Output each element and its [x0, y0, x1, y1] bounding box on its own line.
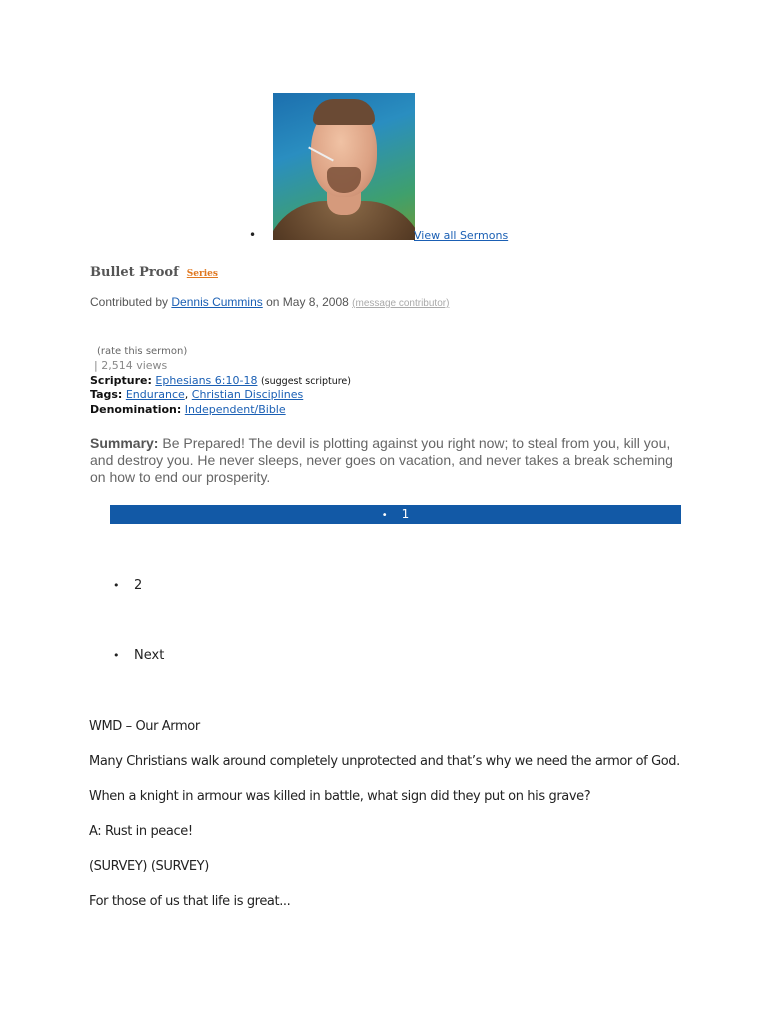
body-heading: WMD – Our Armor [89, 719, 200, 734]
contributor-line [90, 295, 449, 309]
body-paragraph: For those of us that life is great... [89, 894, 291, 909]
contributed-prefix: Contributed by [90, 295, 169, 309]
tag-link-endurance[interactable]: Endurance [125, 388, 185, 401]
view-count: | 2,514 views [94, 359, 168, 372]
rate-sermon-label[interactable]: (rate this sermon) [97, 346, 188, 357]
tag-link-christian-disciplines[interactable]: Christian Disciplines [191, 388, 304, 401]
tag-separator: , [184, 388, 189, 401]
sermon-title: Bullet Proof [90, 265, 179, 280]
photo-hair [313, 99, 375, 125]
view-all-sermons-link[interactable]: View all Sermons [414, 229, 509, 242]
post-date: on May 8, 2008 [266, 295, 349, 309]
body-paragraph: A: Rust in peace! [89, 824, 193, 839]
denomination-row [90, 403, 286, 416]
page-next-item[interactable] [113, 648, 164, 663]
page-2-item[interactable] [113, 578, 142, 593]
summary-text: Be Prepared! The devil is plotting against you right now; to steal from you, kill you, and destroy you. He never sleeps, never goes on vacation, and never takes a break scheming on how to end our prosperity. [90, 435, 673, 485]
next-page-link[interactable]: Next [134, 648, 165, 663]
summary-label: Summary: [90, 435, 159, 451]
sermon-title-row [90, 261, 218, 280]
pagination-current-bar[interactable] [110, 505, 681, 524]
page-2-bullet: • [113, 579, 120, 592]
sermon-summary [90, 435, 680, 486]
tags-label: Tags: [90, 388, 123, 401]
denomination-label: Denomination: [90, 403, 182, 416]
message-contributor-link[interactable]: (message contributor) [352, 298, 450, 309]
author-photo[interactable] [273, 93, 415, 240]
author-link[interactable]: Dennis Cummins [171, 295, 263, 309]
scripture-row [90, 374, 351, 387]
list-bullet: • [249, 228, 257, 242]
body-paragraph: When a knight in armour was killed in battle, what sign did they put on his grave? [89, 789, 591, 804]
next-bullet: • [113, 649, 120, 662]
scripture-link[interactable]: Ephesians 6:10-18 [155, 374, 258, 387]
pager-bullet: • [381, 510, 388, 521]
tags-row [90, 388, 303, 401]
suggest-scripture-link[interactable]: (suggest scripture) [260, 376, 351, 387]
scripture-label: Scripture: [90, 374, 152, 387]
page-current[interactable]: 1 [401, 507, 410, 521]
series-link[interactable]: Series [186, 269, 218, 279]
body-paragraph: (SURVEY) (SURVEY) [89, 859, 209, 874]
page-2-link[interactable]: 2 [134, 578, 143, 593]
denomination-link[interactable]: Independent/Bible [184, 403, 286, 416]
body-paragraph: Many Christians walk around completely unprotected and that’s why we need the armor of God. [89, 754, 680, 769]
